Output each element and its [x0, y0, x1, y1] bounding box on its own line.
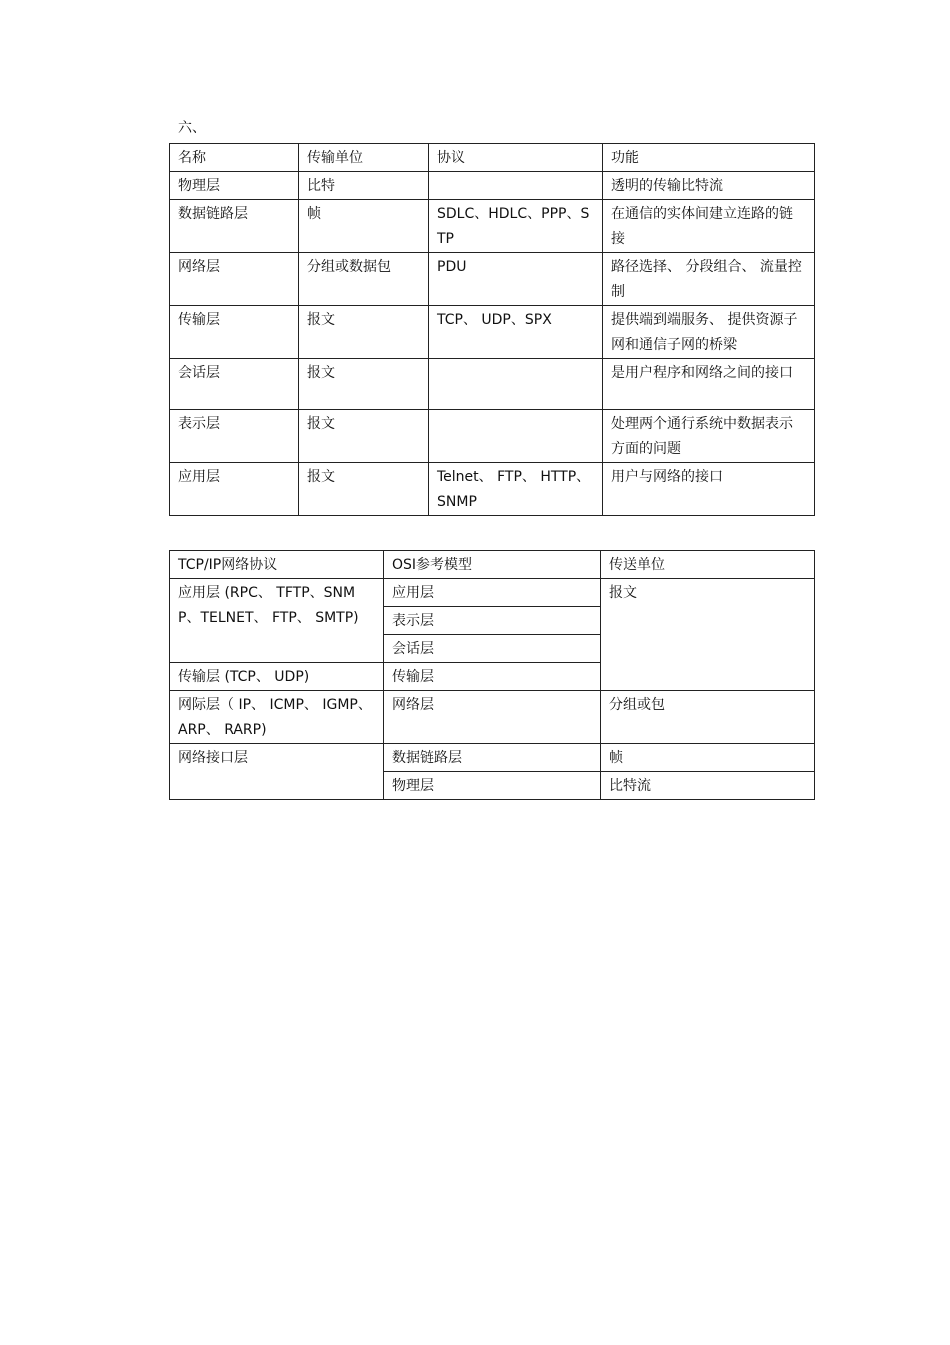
header-protocol: 协议	[429, 144, 603, 172]
layer-unit: 比特	[299, 172, 429, 200]
header-unit: 传送单位	[601, 551, 815, 579]
osi-layer: 应用层	[384, 579, 601, 607]
table-row	[170, 200, 815, 253]
layer-unit: 报文	[299, 359, 429, 410]
layer-name: 传输层	[170, 306, 299, 359]
header-tcpip: TCP/IP网络协议	[170, 551, 384, 579]
unit-message: 报文	[601, 579, 815, 691]
table-row	[170, 744, 815, 772]
header-osi: OSI参考模型	[384, 551, 601, 579]
layer-name: 应用层	[170, 463, 299, 516]
section-heading: 六、	[178, 120, 206, 136]
layer-name: 网络层	[170, 253, 299, 306]
table-row	[170, 172, 815, 200]
unit-packet: 分组或包	[601, 691, 815, 744]
layer-protocol: SDLC、HDLC、PPP、STP	[429, 200, 603, 253]
layer-function: 在通信的实体间建立连路的链接	[603, 200, 815, 253]
layer-function: 路径选择、 分段组合、 流量控制	[603, 253, 815, 306]
osi-layer: 数据链路层	[384, 744, 601, 772]
osi-layer: 会话层	[384, 635, 601, 663]
osi-layer: 传输层	[384, 663, 601, 691]
layer-unit: 帧	[299, 200, 429, 253]
table-row	[170, 306, 815, 359]
tcpip-network-interface-layer: 网络接口层	[170, 744, 384, 800]
layer-protocol	[429, 410, 603, 463]
header-function: 功能	[603, 144, 815, 172]
layer-unit: 报文	[299, 463, 429, 516]
layer-unit: 报文	[299, 410, 429, 463]
layer-name: 会话层	[170, 359, 299, 410]
layer-function: 透明的传输比特流	[603, 172, 815, 200]
layer-protocol: PDU	[429, 253, 603, 306]
layer-protocol	[429, 359, 603, 410]
table-row	[170, 691, 815, 744]
layer-unit: 分组或数据包	[299, 253, 429, 306]
layer-function: 处理两个通行系统中数据表示方面的问题	[603, 410, 815, 463]
table-row	[170, 410, 815, 463]
layer-name: 数据链路层	[170, 200, 299, 253]
osi-layer-table	[169, 143, 815, 516]
tcpip-application-layer: 应用层 (RPC、 TFTP、SNMP、TELNET、 FTP、 SMTP)	[170, 579, 384, 663]
table-row	[170, 253, 815, 306]
header-name: 名称	[170, 144, 299, 172]
tcpip-internet-layer: 网际层（ IP、 ICMP、 IGMP、ARP、 RARP)	[170, 691, 384, 744]
table-header-row	[170, 551, 815, 579]
layer-function: 是用户程序和网络之间的接口	[603, 359, 815, 410]
osi-layer: 表示层	[384, 607, 601, 635]
osi-layer: 物理层	[384, 772, 601, 800]
header-unit: 传输单位	[299, 144, 429, 172]
layer-function: 用户与网络的接口	[603, 463, 815, 516]
layer-unit: 报文	[299, 306, 429, 359]
table-row	[170, 359, 815, 410]
unit-frame: 帧	[601, 744, 815, 772]
layer-name: 物理层	[170, 172, 299, 200]
layer-function: 提供端到端服务、 提供资源子网和通信子网的桥梁	[603, 306, 815, 359]
tcpip-transport-layer: 传输层 (TCP、 UDP)	[170, 663, 384, 691]
table-row	[170, 463, 815, 516]
table-header-row	[170, 144, 815, 172]
tcpip-osi-table	[169, 550, 815, 800]
unit-bitstream: 比特流	[601, 772, 815, 800]
osi-layer: 网络层	[384, 691, 601, 744]
layer-protocol: TCP、 UDP、SPX	[429, 306, 603, 359]
table-row	[170, 579, 815, 607]
layer-protocol	[429, 172, 603, 200]
layer-name: 表示层	[170, 410, 299, 463]
layer-protocol: Telnet、 FTP、 HTTP、SNMP	[429, 463, 603, 516]
